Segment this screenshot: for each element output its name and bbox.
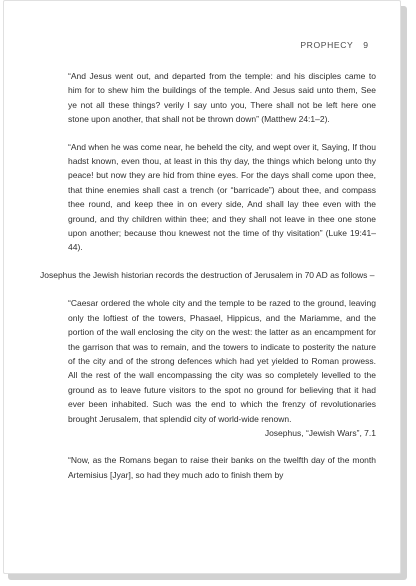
- josephus-intro: Josephus the Jewish historian records the destruction of Jerusalem in 70 AD as follows –: [40, 269, 375, 280]
- luke-quote: “And when he was come near, he beheld the city, and wept over it, Saying, If thou hadst known, even thou, at least in this thy day, the things which belong unto thy peace! but now they are hid from thine eyes. For the days shall come upon thee, that thine enemies shall cast a trench (or “barricade”) about thee, and compass thee round, and keep thee in on every side, And shall lay thee even with the ground, and thy children within thee; and they shall not leave in thee one stone upon another; because thou knewest not the time of thy visitation” (Luke 19:41–44).: [68, 141, 376, 253]
- josephus-second-quote: “Now, as the Romans began to raise their banks on the twelfth day of the month Artemisius [Jyar], so had they much ado to finish them by: [68, 455, 376, 480]
- josephus-citation: Josephus, “Jewish Wars”, 7.1: [264, 427, 376, 438]
- page-body: [40, 69, 376, 482]
- section-title: PROPHECY: [300, 40, 354, 50]
- josephus-quote: “Caesar ordered the whole city and the temple to be razed to the ground, leaving only the loftiest of the towers, Phasael, Hippicus, and the Mariamme, and the portion of the wall enclosing the city on the west: the latter as an encampment for the garrison that was to remain, and the towers to indicate to posterity the nature of the city and of the strong defences which had yet yielded to Roman prowess. All the rest of the wall encompassing the city was so completely levelled to the ground as to leave future visitors to the spot no ground for believing that it had ever been inhabited. Such was the end to which the frenzy of revolutionaries brought Jerusalem, that splendid city of world-wide renown.: [68, 298, 376, 424]
- page-number: 9: [363, 40, 368, 50]
- matthew-quote: “And Jesus went out, and departed from the temple: and his disciples came to him for to shew him the buildings of the temple. And Jesus said unto them, See ye not all these things? verily I say unto you, There shall not be left here one stone upon another, that shall not be thrown down” (Matthew 24:1–2).: [68, 71, 376, 125]
- book-page: [3, 0, 401, 574]
- running-head: [300, 40, 368, 50]
